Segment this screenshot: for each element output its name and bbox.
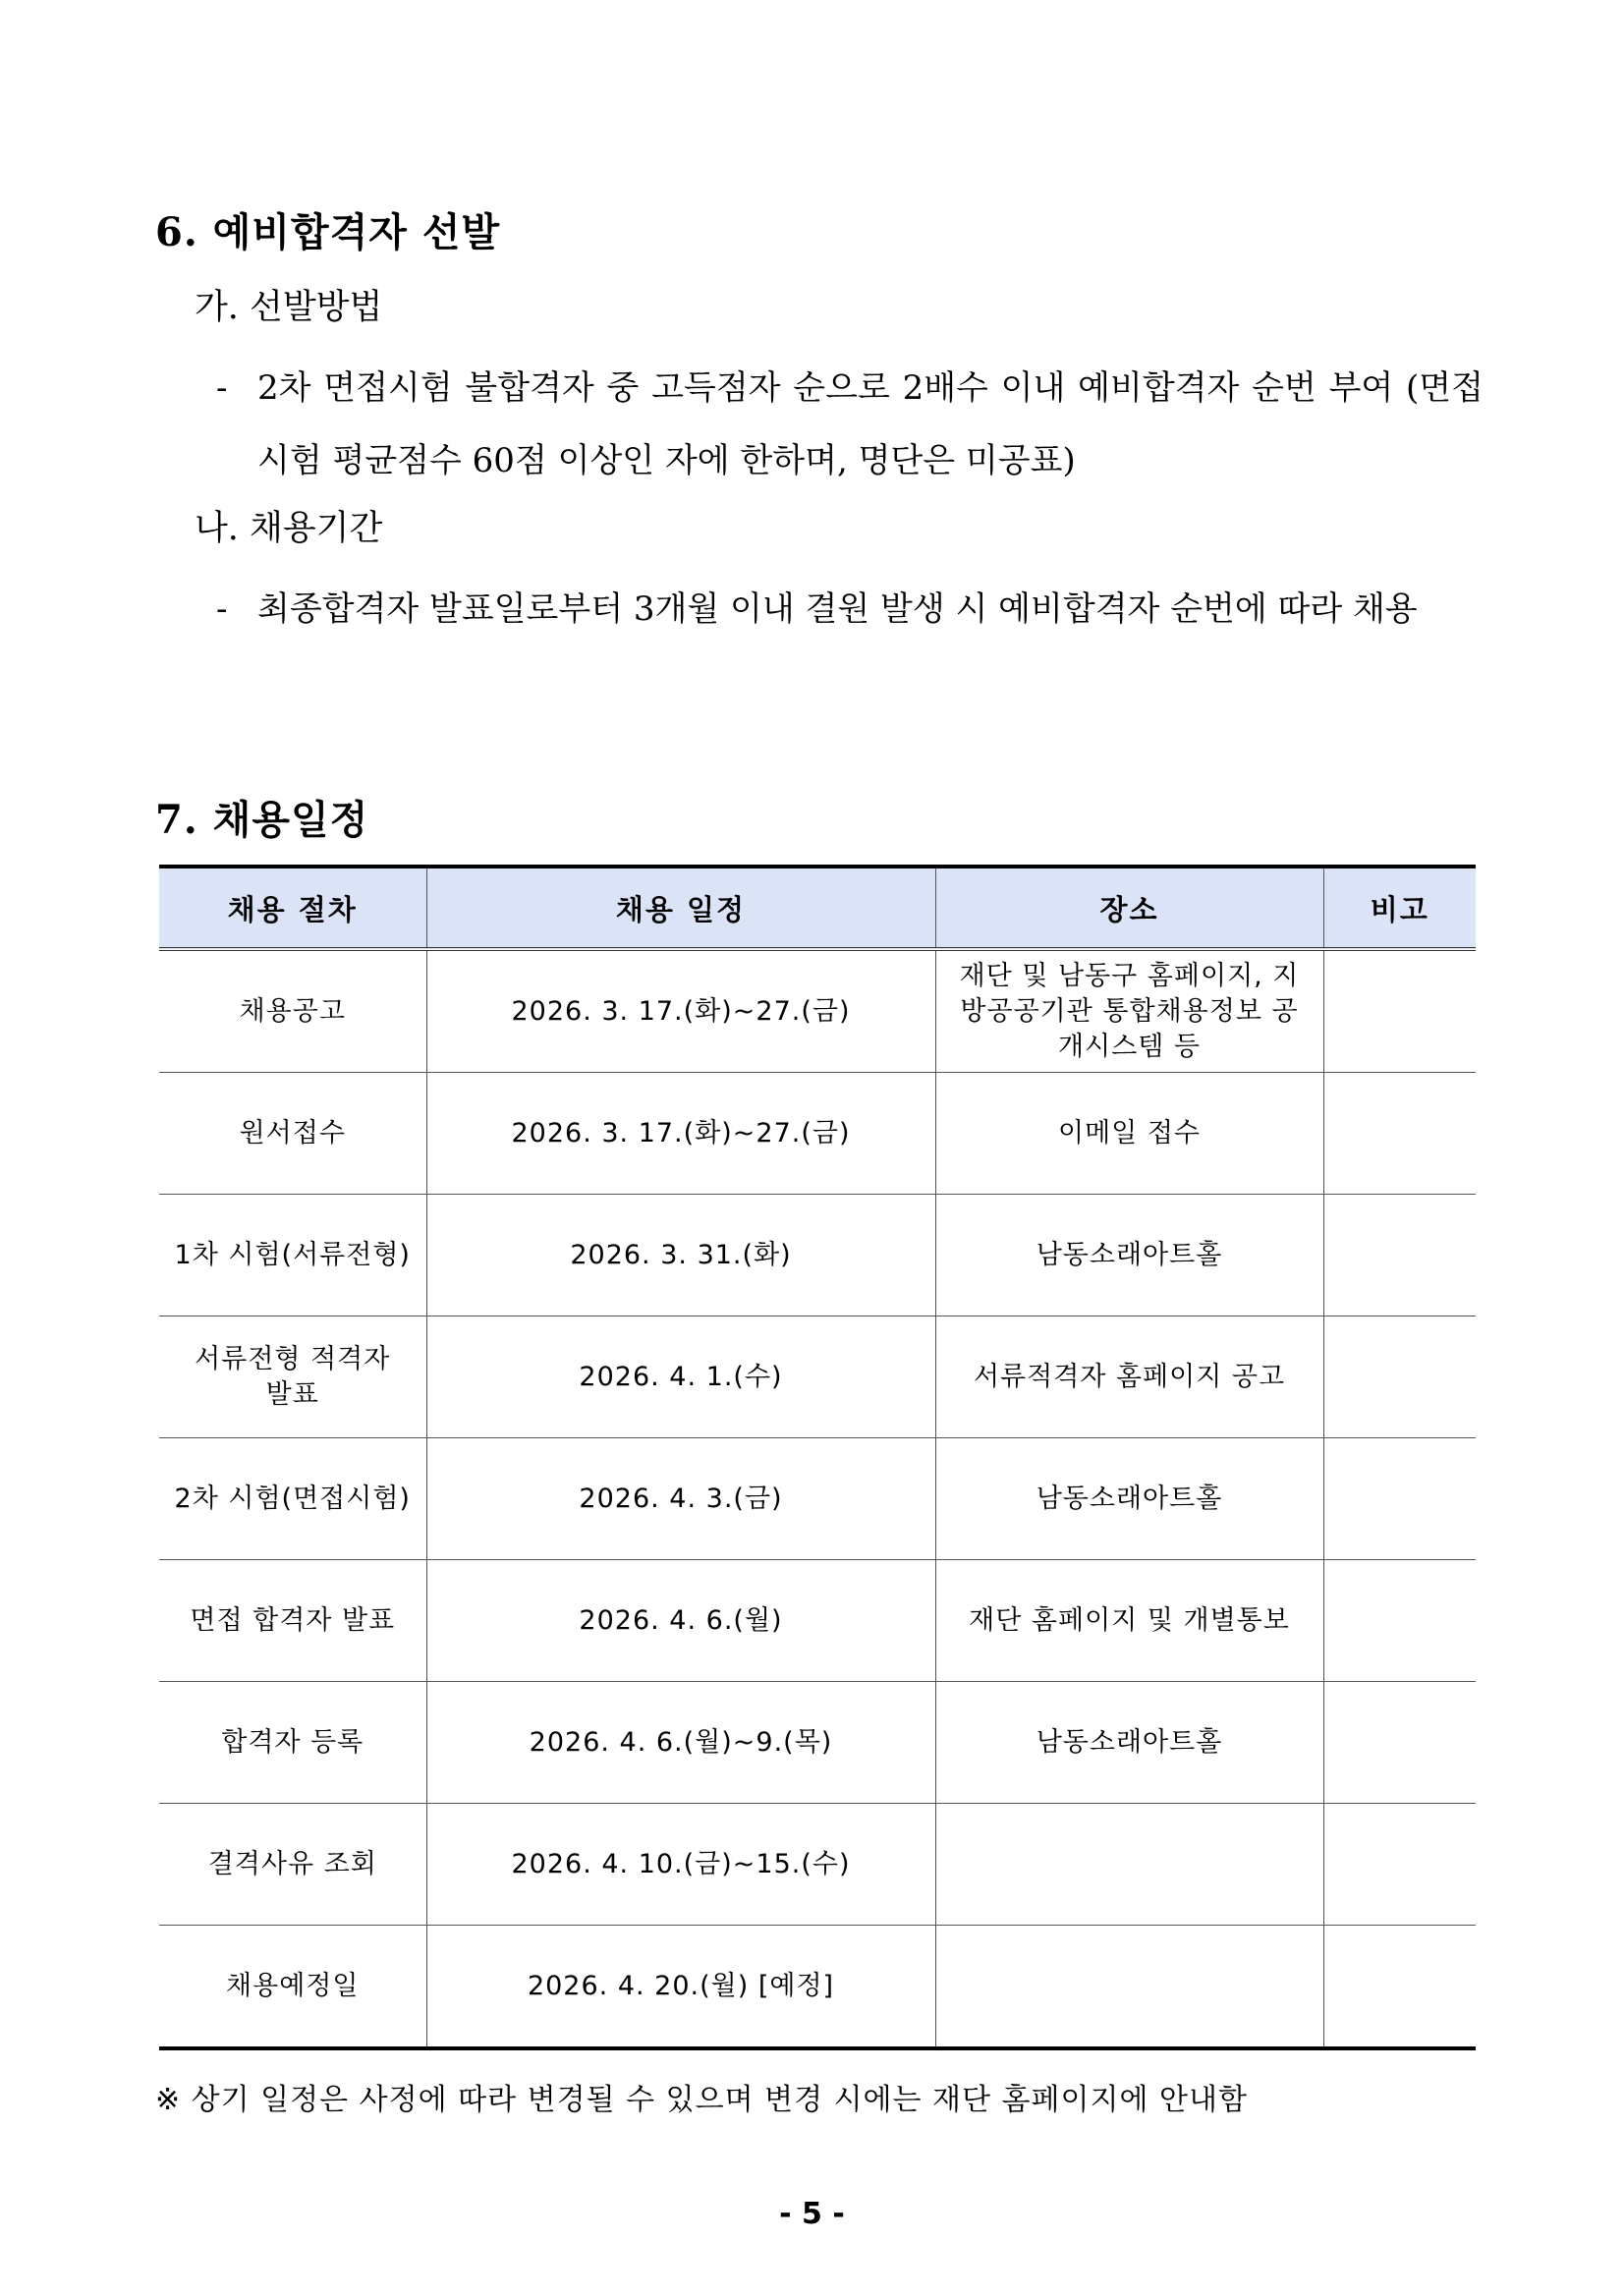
header-procedure: 채용 절차 — [159, 867, 426, 949]
page-number: - 5 - — [779, 2197, 845, 2231]
table-row — [159, 1195, 1476, 1316]
cell-remarks — [1323, 1804, 1476, 1926]
header-remarks: 비고 — [1323, 867, 1476, 949]
table-row — [159, 1073, 1476, 1195]
cell-place: 이메일 접수 — [935, 1073, 1323, 1195]
cell-remarks — [1323, 1316, 1476, 1438]
cell-remarks — [1323, 1073, 1476, 1195]
section-6-item-a — [216, 352, 1484, 497]
cell-schedule: 2026. 3. 31.(화) — [426, 1195, 935, 1316]
cell-procedure: 채용공고 — [159, 949, 426, 1073]
cell-procedure: 1차 시험(서류전형) — [159, 1195, 426, 1316]
section-6-sub-b: 나. 채용기간 — [195, 509, 383, 548]
section-6-item-b-text: 최종합격자 발표일로부터 3개월 이내 결원 발생 시 예비합격자 순번에 따라 채용 — [257, 589, 1418, 629]
cell-place: 남동소래아트홀 — [935, 1195, 1323, 1316]
cell-place — [935, 1804, 1323, 1926]
cell-procedure: 서류전형 적격자 발표 — [159, 1316, 426, 1438]
bullet-dash: - — [216, 368, 228, 408]
section-6-item-b — [216, 573, 1484, 645]
section-6-item-a-text: 2차 면접시험 불합격자 중 고득점자 순으로 2배수 이내 예비합격자 순번 부여 (면접시험 평균점수 60점 이상인 자에 한하며, 명단은 미공표) — [257, 368, 1484, 480]
cell-schedule: 2026. 3. 17.(화)~27.(금) — [426, 949, 935, 1073]
cell-place: 남동소래아트홀 — [935, 1682, 1323, 1804]
cell-place: 서류적격자 홈페이지 공고 — [935, 1316, 1323, 1438]
table-row — [159, 1926, 1476, 2049]
cell-schedule: 2026. 4. 6.(월) — [426, 1560, 935, 1682]
cell-procedure: 2차 시험(면접시험) — [159, 1438, 426, 1560]
cell-remarks — [1323, 1560, 1476, 1682]
cell-place: 재단 및 남동구 홈페이지, 지방공공기관 통합채용정보 공개시스템 등 — [935, 949, 1323, 1073]
header-place: 장소 — [935, 867, 1323, 949]
table-row — [159, 1438, 1476, 1560]
table-row — [159, 949, 1476, 1073]
cell-procedure: 면접 합격자 발표 — [159, 1560, 426, 1682]
cell-procedure: 합격자 등록 — [159, 1682, 426, 1804]
cell-schedule: 2026. 4. 1.(수) — [426, 1316, 935, 1438]
cell-remarks — [1323, 1926, 1476, 2049]
cell-place: 재단 홈페이지 및 개별통보 — [935, 1560, 1323, 1682]
header-schedule: 채용 일정 — [426, 867, 935, 949]
table-row — [159, 1316, 1476, 1438]
cell-schedule: 2026. 4. 6.(월)~9.(목) — [426, 1682, 935, 1804]
cell-schedule: 2026. 4. 20.(월) [예정] — [426, 1926, 935, 2049]
cell-remarks — [1323, 1438, 1476, 1560]
table-row — [159, 1560, 1476, 1682]
section-6-title: 6. 예비합격자 선발 — [155, 209, 501, 255]
cell-schedule: 2026. 3. 17.(화)~27.(금) — [426, 1073, 935, 1195]
schedule-table — [159, 865, 1476, 2050]
cell-remarks — [1323, 1195, 1476, 1316]
cell-procedure: 원서접수 — [159, 1073, 426, 1195]
cell-procedure: 결격사유 조회 — [159, 1804, 426, 1926]
table-row — [159, 1804, 1476, 1926]
bullet-dash: - — [216, 589, 228, 629]
cell-remarks — [1323, 949, 1476, 1073]
schedule-note: ※ 상기 일정은 사정에 따라 변경될 수 있으며 변경 시에는 재단 홈페이지에 안내함 — [155, 2083, 1248, 2117]
cell-schedule: 2026. 4. 3.(금) — [426, 1438, 935, 1560]
cell-procedure: 채용예정일 — [159, 1926, 426, 2049]
cell-place: 남동소래아트홀 — [935, 1438, 1323, 1560]
table-row — [159, 1682, 1476, 1804]
table-header-row — [159, 867, 1476, 949]
cell-remarks — [1323, 1682, 1476, 1804]
section-7-title: 7. 채용일정 — [155, 797, 369, 843]
cell-schedule: 2026. 4. 10.(금)~15.(수) — [426, 1804, 935, 1926]
cell-place — [935, 1926, 1323, 2049]
section-6-sub-a: 가. 선발방법 — [195, 288, 383, 327]
